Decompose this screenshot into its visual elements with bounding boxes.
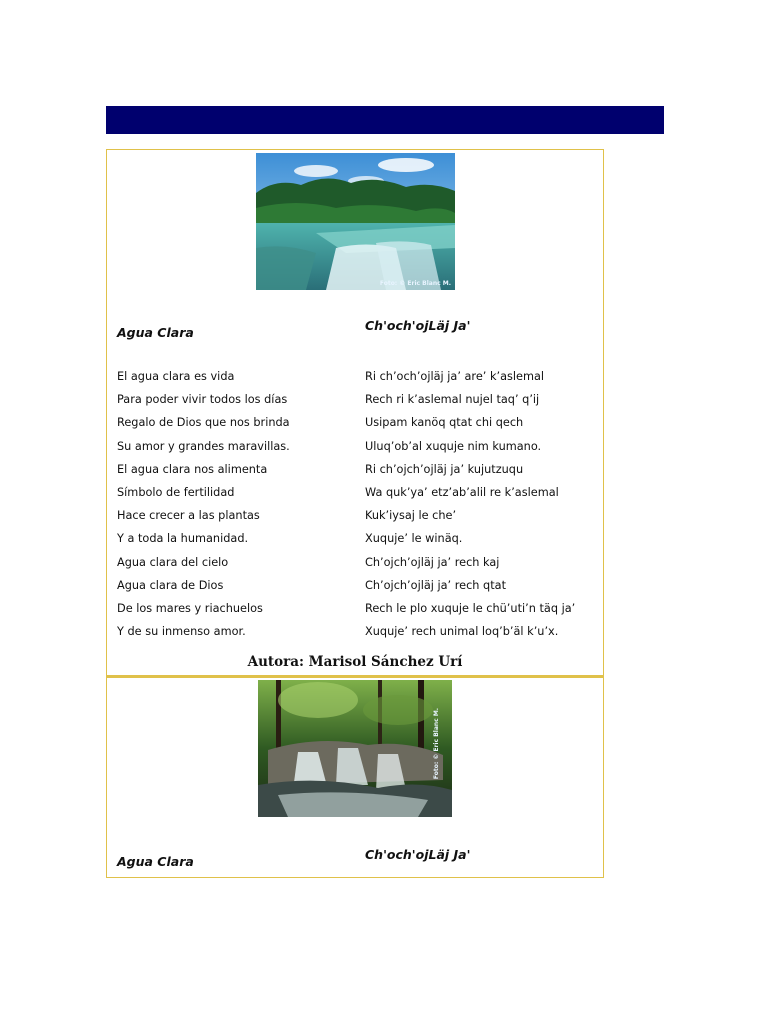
poem-line: Agua clara del cielo: [117, 555, 229, 569]
poem-card: [106, 676, 604, 878]
poem-line: Ri ch’ojch’ojläj ja’ kujutzuqu: [365, 462, 524, 476]
photo-credit: Foto: © Eric Blanc M.: [432, 707, 440, 780]
poem-line: De los mares y riachuelos: [117, 601, 263, 615]
title-spanish: Agua Clara: [117, 854, 194, 869]
poem-line: Kuk’iysaj le che’: [365, 509, 457, 523]
photo-credit: Foto: © Eric Blanc M.: [379, 280, 451, 287]
poem-line: Y de su inmenso amor.: [117, 625, 246, 639]
poem-line: Xuquje’ rech unimal loq’b’äl k’u’x.: [365, 625, 559, 639]
poem-line: Hace crecer a las plantas: [117, 509, 260, 523]
title-spanish: Agua Clara: [117, 325, 194, 340]
poem-card: [106, 149, 604, 676]
poem-line: Símbolo de fertilidad: [117, 485, 235, 499]
poem-spanish: [117, 370, 290, 648]
waterfall-photo: [256, 153, 455, 290]
header-banner: [106, 106, 664, 134]
poem-line: Para poder vivir todos los días: [117, 393, 288, 407]
poem-line: Rech le plo xuquje le chü’uti’n täq ja’: [365, 601, 576, 615]
poem-line: Ch’ojch’ojläj ja’ rech qtat: [365, 578, 506, 592]
title-kiche: Ch'och'ojLäj Ja': [365, 847, 471, 862]
author-credit: Autora: Marisol Sánchez Urí: [247, 654, 463, 670]
poem-line: Rech ri k’aslemal nujel taq’ q’ij: [365, 393, 540, 407]
poem-line: El agua clara nos alimenta: [117, 462, 268, 476]
poem-kiche: [365, 370, 575, 648]
poem-line: El agua clara es vida: [117, 370, 235, 383]
poem-line: Agua clara de Dios: [117, 578, 224, 592]
poem-line: Uluq’ob’al xuquje nim kumano.: [365, 439, 542, 453]
poem-line: Ch’ojch’ojläj ja’ rech kaj: [365, 555, 500, 569]
title-kiche: Ch'och'ojLäj Ja': [365, 318, 471, 333]
poem-line: Ri ch’och’ojläj ja’ are’ k’aslemal: [365, 370, 545, 383]
poem-line: Xuquje’ le winäq.: [365, 532, 463, 546]
poem-line: Su amor y grandes maravillas.: [117, 439, 290, 453]
poem-line: Wa quk’ya’ etz’ab’alil re k’aslemal: [365, 485, 559, 499]
poem-line: Regalo de Dios que nos brinda: [117, 416, 290, 430]
forest-waterfall-photo: [258, 680, 452, 817]
poem-line: Y a toda la humanidad.: [117, 532, 249, 546]
poem-line: Usipam kanöq qtat chi qech: [365, 416, 524, 430]
